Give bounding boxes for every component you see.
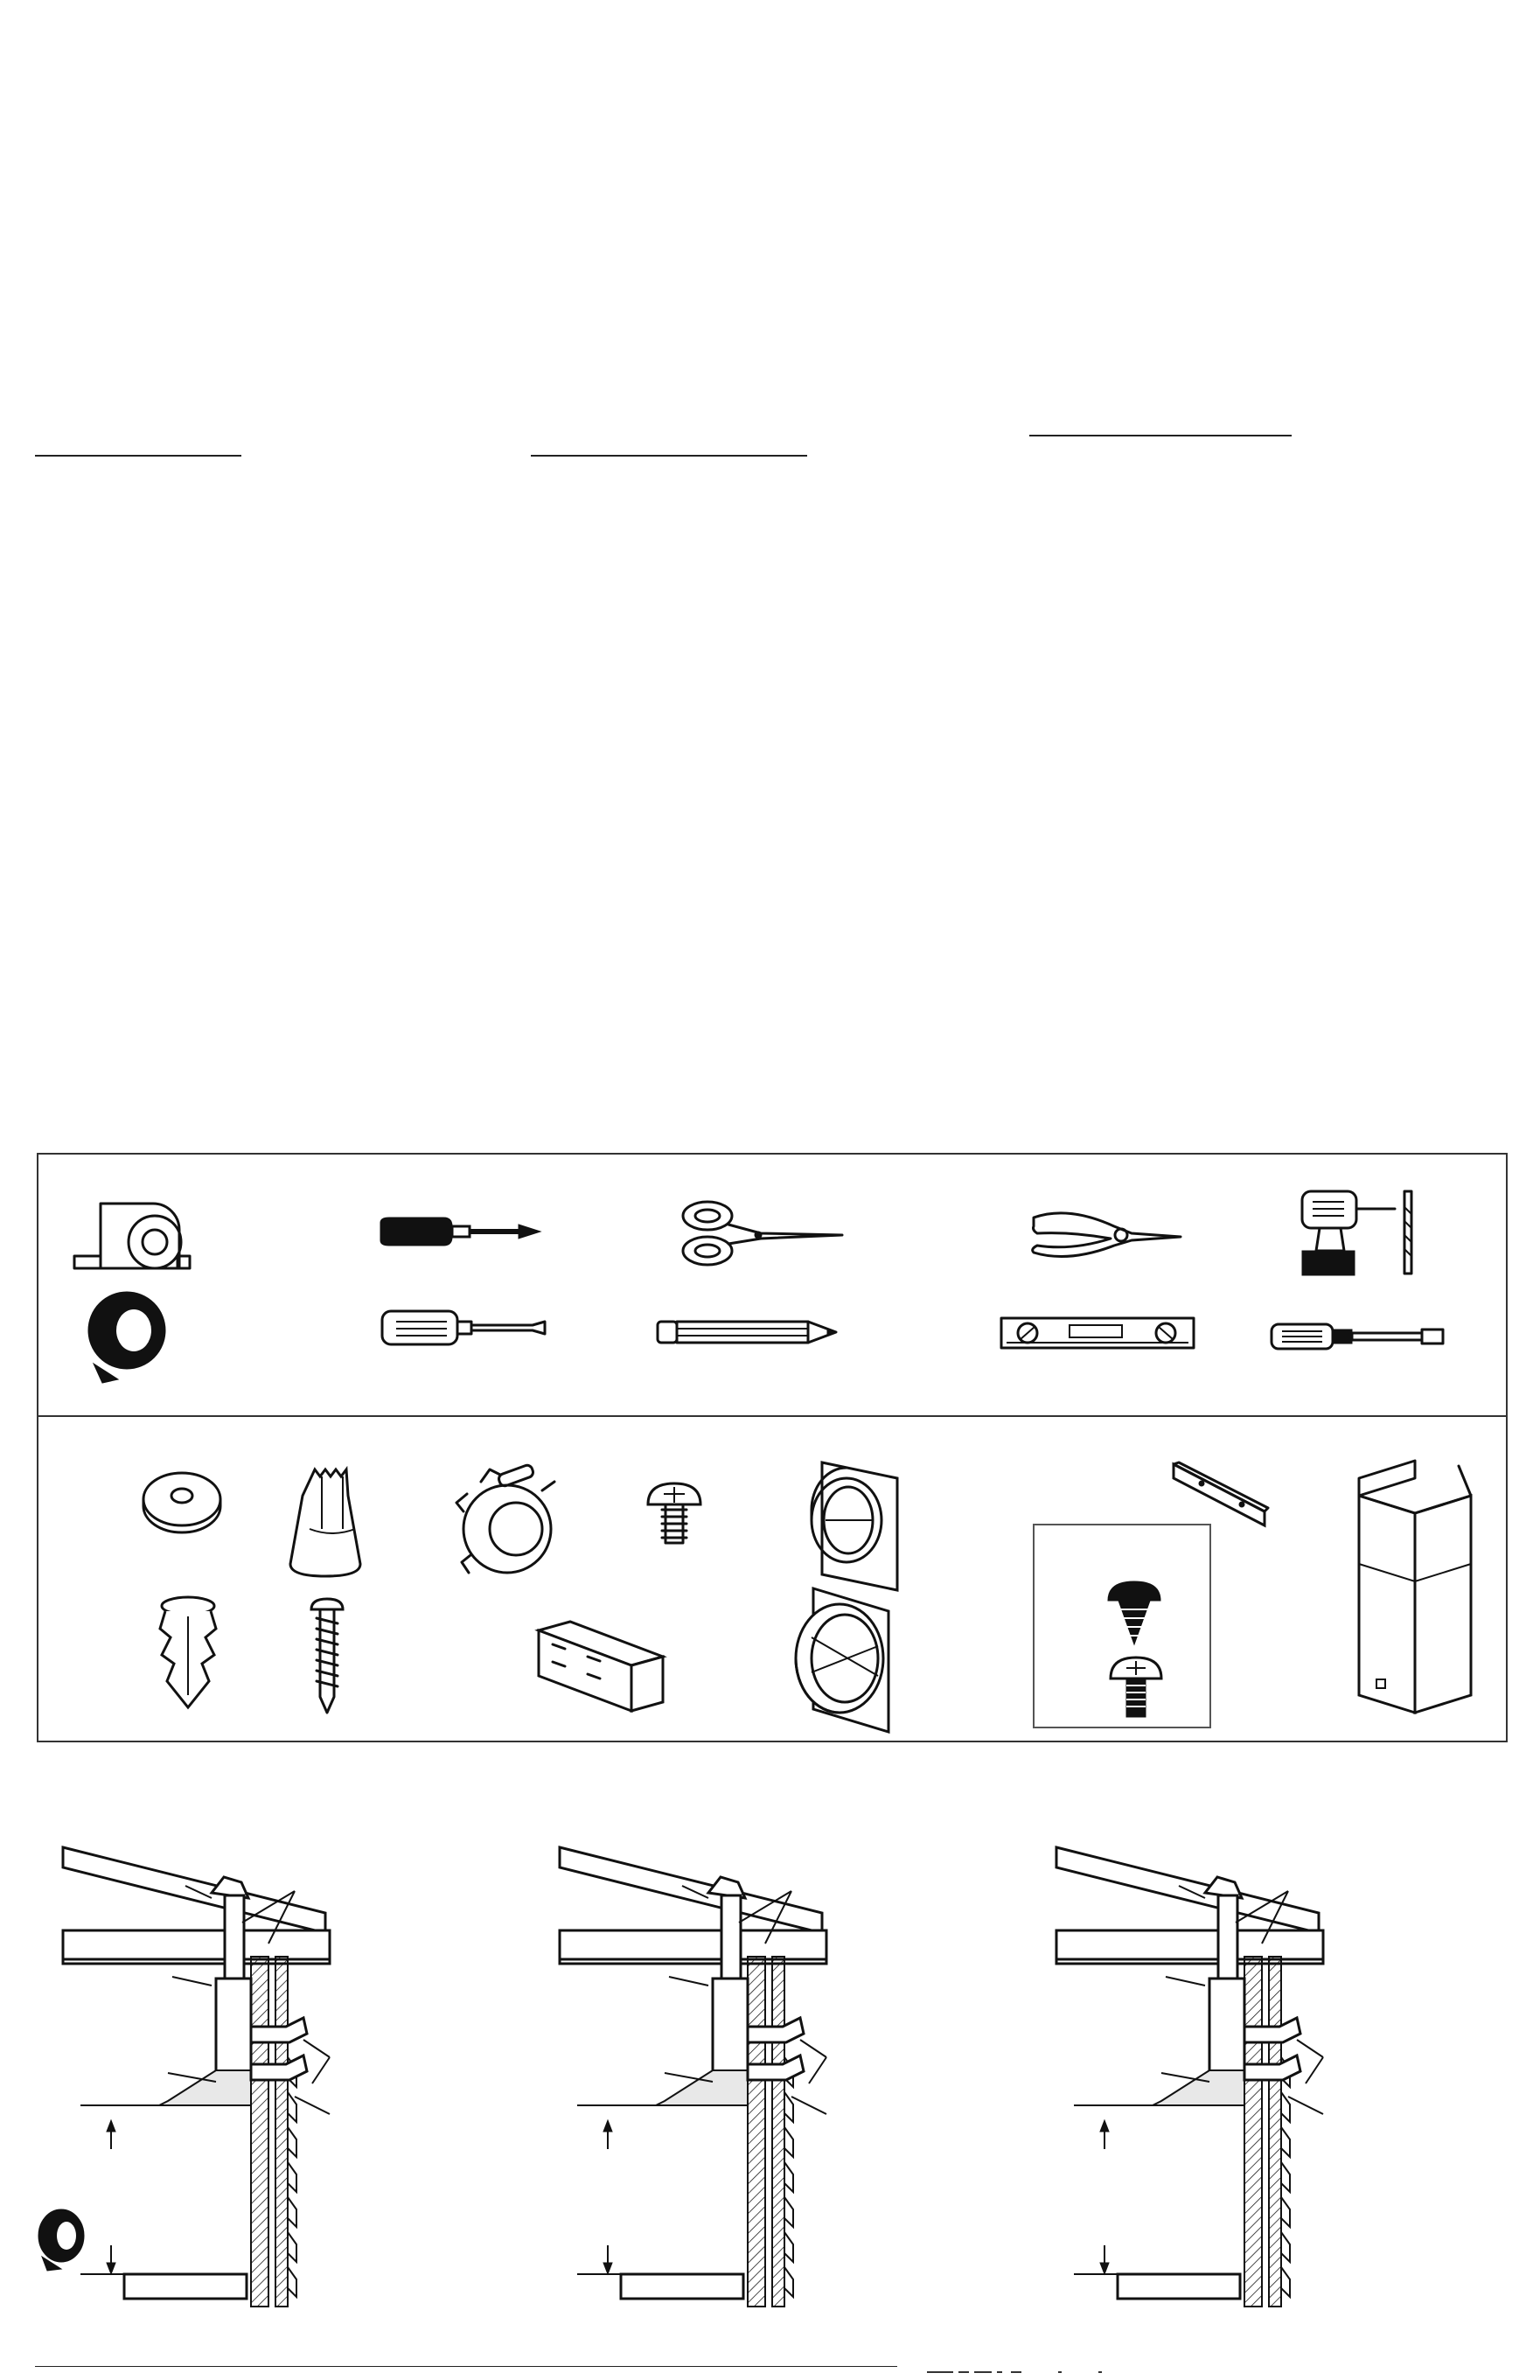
chimney-cover-icon [1354, 1461, 1476, 1714]
panel-divider [37, 1415, 1508, 1417]
damper-plate-icon [787, 1585, 892, 1734]
level-icon [1000, 1316, 1196, 1351]
heading-underline [35, 455, 241, 457]
installation-diagram-1 [63, 1847, 334, 2302]
footer-marks [927, 2369, 1154, 2376]
pliers-icon [1030, 1207, 1183, 1265]
wood-screw-icon [308, 1597, 346, 1714]
damper-collar-icon [796, 1459, 901, 1592]
mounting-bracket-icon [1167, 1462, 1268, 1529]
flathead-screwdriver-icon [380, 1308, 551, 1350]
junction-box-icon [535, 1613, 666, 1716]
phillips-screwdriver-icon [379, 1216, 545, 1247]
nut-driver-icon [1270, 1321, 1453, 1352]
tape-measure-icon [74, 1195, 206, 1275]
black-screw-icon [1106, 1580, 1164, 1646]
scissors-icon [678, 1198, 844, 1268]
drill-bit-icon [1399, 1190, 1417, 1277]
wall-anchor-icon [153, 1594, 223, 1707]
cable-clamp-icon [446, 1459, 560, 1590]
machine-screw-icon [645, 1480, 706, 1546]
installation-diagram-3 [1056, 1847, 1327, 2302]
electrical-tape-icon [37, 2208, 87, 2271]
pencil-icon [656, 1316, 841, 1348]
heading-underline [1029, 435, 1292, 436]
electrical-tape-icon [83, 1288, 171, 1385]
washer-icon [140, 1469, 226, 1529]
silver-screw-icon [1109, 1656, 1163, 1719]
heading-underline [531, 455, 807, 457]
installation-diagram-2 [560, 1847, 831, 2302]
wire-nut-icon [296, 1466, 369, 1580]
power-drill-icon [1299, 1186, 1399, 1277]
footer-rule [35, 2366, 897, 2367]
